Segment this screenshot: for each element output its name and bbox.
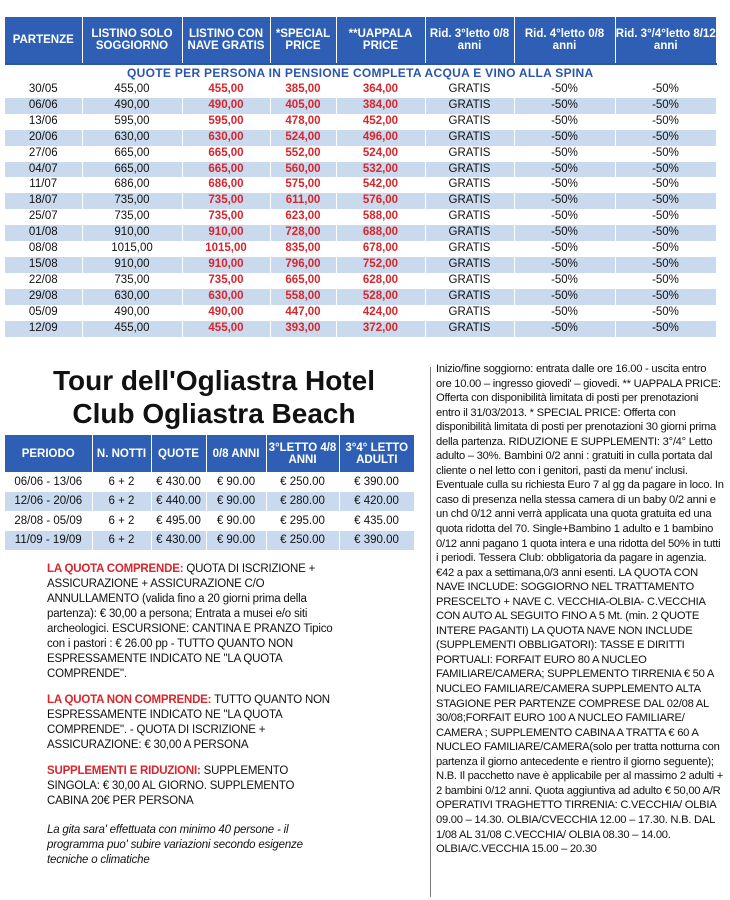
price-col-header: **UAPPALA PRICE [336, 17, 425, 64]
table-cell: € 430.00 [151, 531, 206, 551]
table-cell: 06/06 - 13/06 [5, 472, 92, 492]
table-cell: 13/06 [5, 114, 82, 130]
table-cell: -50% [615, 162, 716, 178]
table-cell: 496,00 [336, 130, 425, 146]
tour-col-header: 0/8 ANNI [206, 435, 266, 472]
tour-col-header: N. NOTTI [92, 435, 151, 472]
table-cell: € 390.00 [339, 531, 414, 551]
page-title [0, 364, 428, 430]
table-cell: 28/08 - 05/09 [5, 511, 92, 531]
table-cell: 455,00 [182, 82, 270, 98]
table-cell: -50% [514, 82, 615, 98]
table-cell: -50% [514, 177, 615, 193]
price-col-header: Rid. 4°letto 0/8 anni [514, 17, 615, 64]
table-cell: 452,00 [336, 114, 425, 130]
table-cell: -50% [514, 98, 615, 114]
table-cell: 05/09 [5, 305, 82, 321]
table-cell: 490,00 [82, 98, 182, 114]
table-cell: € 495.00 [151, 511, 206, 531]
table-cell: GRATIS [425, 209, 514, 225]
table-cell: GRATIS [425, 82, 514, 98]
table-cell: 665,00 [82, 162, 182, 178]
table-cell: -50% [514, 209, 615, 225]
quota-non-comprende: LA QUOTA NON COMPRENDE: TUTTO QUANTO NON ESPRESSAMENTE INDICATO NE "LA QUOTA COMPRENDE". - QUOTA DI ISCRIZIONE + ASSICURAZIONE: € 30,00 A PERSONA [47, 694, 330, 751]
table-cell: GRATIS [425, 130, 514, 146]
table-cell: 6 + 2 [92, 492, 151, 512]
table-cell: GRATIS [425, 98, 514, 114]
table-cell: 735,00 [82, 273, 182, 289]
table-cell: GRATIS [425, 146, 514, 162]
table-row [5, 492, 414, 512]
table-row [5, 257, 716, 273]
table-cell: 576,00 [336, 193, 425, 209]
table-cell: 18/07 [5, 193, 82, 209]
table-cell: 22/08 [5, 273, 82, 289]
tour-col-header: PERIODO [5, 435, 92, 472]
table-cell: 524,00 [270, 130, 336, 146]
table-cell: 6 + 2 [92, 531, 151, 551]
table-row [5, 225, 716, 241]
table-cell: 910,00 [82, 257, 182, 273]
price-col-header: Rid. 3°/4°letto 8/12 anni [615, 17, 716, 64]
table-cell: 678,00 [336, 241, 425, 257]
tour-col-header: 3°4° LETTO ADULTI [339, 435, 414, 472]
table-cell: GRATIS [425, 289, 514, 305]
table-cell: € 90.00 [206, 511, 266, 531]
table-cell: 528,00 [336, 289, 425, 305]
table-cell: 447,00 [270, 305, 336, 321]
table-cell: 630,00 [82, 130, 182, 146]
table-cell: GRATIS [425, 257, 514, 273]
table-cell: -50% [615, 289, 716, 305]
table-cell: 623,00 [270, 209, 336, 225]
table-cell: 478,00 [270, 114, 336, 130]
title-line-1: Tour dell'Ogliastra Hotel [53, 365, 375, 396]
table-cell: GRATIS [425, 162, 514, 178]
table-cell: 728,00 [270, 225, 336, 241]
table-cell: 1015,00 [82, 241, 182, 257]
hotel-conditions-text: Inizio/fine soggiorno: entrata dalle ore 16.00 - uscita entro ore 10.00 – ingresso giovedi' – giovedi. ** UAPPALA PRICE: Offerta con disponibilità limitata di posti per prenotazioni entro il 31/03/2013. * SPECIAL PRICE: Offerta con disponibilità limitata di posti per prenotazioni 30 giorni prima della partenza. RIDUZIONE E SUPPLEMENTI: 3°/4° Letto adulto – 30%. Bambini 0/2 anni : gratuiti in culla portata dal cliente o nel letto con i genitori, pasti da menu' inclusi. Eventuale culla su richiesta Euro 7 al gg da pagare in loco. In caso di presenza nella stessa camera di un baby 0/2 anni e un chd 0/12 anni verrà applicata una quota gratuita ed una quota ridotta del 70. Single+Bambino 1 adulto e 1 bambino 0/12 anni pagano 1 quota intera e una ridotta del 50% in tutti i periodi. Tessera Club: obbligatoria da pagare in agenzia. €42 a pax a settimana,0/3 anni esenti. LA QUOTA CON NAVE INCLUDE: SOGGIORNO NEL TRATTAMENTO PRESCELTO + NAVE C. VECCHIA-OLBIA- C.VECCHIA CON AUTO AL SEGUITO FINO A 5 Mt. (min. 2 QUOTE INTERE PAGANTI) LA QUOTA NAVE NON INCLUDE (SUPPLEMENTI OBBLIGATORI): TASSE E DIRITTI PORTUALI: FORFAIT EURO 80 A NUCLEO FAMILIARE/CAMERA; SUPPLEMENTO TIRRENIA € 50 A NUCLEO FAMILIARE/CAMERA SUPPLEMENTO ALTA STAGIONE PER PARTENZE COMPRESE DAL 02/08 AL 30/08;FORFAIT EURO 100 A NUCLEO FAMILIARE/ CAMERA ; SUPPLEMENTO CABINA A TRATTA € 60 A NUCLEO FAMILIARE/CAMERA(solo per tratta notturna con partenza il giorno antecedente e rientro il giorno seguente); N.B. Il pacchetto nave è applicabile per al massimo 2 adulti + 2 bambini 0/12 anni. Quota aggiuntiva ad adulto € 50,00 A/R OPERATIVI TRAGHETTO TIRRENIA: C.VECCHIA/ OLBIA 09.00 – 14.30. OLBIA/CVECCHIA 12.00 – 17.30. N.B. DAL 1/08 AL 31/08 C.VECCHIA/ OLBIA 08.30 – 14.00. OLBIA/C.VECCHIA 15.00 – 20.30 [436, 363, 724, 856]
table-cell: 575,00 [270, 177, 336, 193]
table-cell: 588,00 [336, 209, 425, 225]
table-cell: -50% [514, 193, 615, 209]
table-cell: GRATIS [425, 114, 514, 130]
table-cell: 1015,00 [182, 241, 270, 257]
table-cell: € 280.00 [266, 492, 339, 512]
table-cell: 552,00 [270, 146, 336, 162]
table-cell: 455,00 [182, 321, 270, 337]
table-cell: € 90.00 [206, 472, 266, 492]
table-row [5, 209, 716, 225]
table-cell: 424,00 [336, 305, 425, 321]
table-cell: -50% [615, 225, 716, 241]
table-cell: 11/07 [5, 177, 82, 193]
table-cell: GRATIS [425, 321, 514, 337]
hotel-conditions-panel [436, 359, 726, 900]
table-cell: -50% [615, 114, 716, 130]
price-col-header: Rid. 3°letto 0/8 anni [425, 17, 514, 64]
table-cell: 910,00 [182, 257, 270, 273]
table-cell: -50% [514, 162, 615, 178]
table-cell: GRATIS [425, 193, 514, 209]
table-cell: 910,00 [82, 225, 182, 241]
table-cell: 15/08 [5, 257, 82, 273]
table-row [5, 82, 716, 98]
table-row [5, 531, 414, 551]
title-line-2: Club Ogliastra Beach [72, 398, 356, 429]
table-cell: 490,00 [182, 305, 270, 321]
table-cell: 688,00 [336, 225, 425, 241]
price-col-header: LISTINO SOLO SOGGIORNO [82, 17, 182, 64]
table-row [5, 305, 716, 321]
table-cell: 08/08 [5, 241, 82, 257]
table-cell: 01/08 [5, 225, 82, 241]
tour-col-header: QUOTE [151, 435, 206, 472]
table-row [5, 472, 414, 492]
table-row [5, 511, 414, 531]
table-cell: -50% [514, 305, 615, 321]
table-cell: 595,00 [82, 114, 182, 130]
table-cell: -50% [615, 321, 716, 337]
column-divider [430, 367, 431, 897]
table-cell: 12/09 [5, 321, 82, 337]
table-cell: 910,00 [182, 225, 270, 241]
quota-comprende: LA QUOTA COMPRENDE: QUOTA DI ISCRIZIONE + ASSICURAZIONE + ASSICURAZIONE C/O ANNULLAMENTO (valida fino a 20 giorni prima della partenza): € 30,00 a persona; Entrata a musei e/o siti archeologici. ESCURSIONE: CANTINA E PRANZO Tipico con i pastori : € 26.00 pp - TUTTO QUANTO NON ESPRESSAMENTE INDICATO NE "LA QUOTA COMPRENDE". [47, 563, 333, 680]
table-cell: -50% [514, 321, 615, 337]
table-cell: 12/06 - 20/06 [5, 492, 92, 512]
table-row [5, 193, 716, 209]
table-cell: -50% [615, 257, 716, 273]
table-cell: -50% [615, 130, 716, 146]
price-col-header: PARTENZE [5, 17, 82, 64]
table-cell: 630,00 [182, 289, 270, 305]
table-cell: -50% [514, 146, 615, 162]
table-row [5, 114, 716, 130]
table-cell: -50% [514, 241, 615, 257]
table-cell: € 420.00 [339, 492, 414, 512]
table-cell: 735,00 [82, 209, 182, 225]
table-cell: -50% [615, 209, 716, 225]
table-cell: 6 + 2 [92, 472, 151, 492]
table-cell: -50% [514, 114, 615, 130]
table-cell: 735,00 [182, 209, 270, 225]
table-cell: 735,00 [82, 193, 182, 209]
tour-col-header: 3°LETTO 4/8 ANNI [266, 435, 339, 472]
table-cell: 665,00 [82, 146, 182, 162]
table-cell: € 90.00 [206, 531, 266, 551]
table-row [5, 321, 716, 337]
table-row [5, 289, 716, 305]
table-cell: -50% [514, 130, 615, 146]
table-cell: 665,00 [270, 273, 336, 289]
table-cell: -50% [615, 241, 716, 257]
table-cell: 405,00 [270, 98, 336, 114]
table-cell: 796,00 [270, 257, 336, 273]
table-cell: 686,00 [82, 177, 182, 193]
table-cell: 665,00 [182, 162, 270, 178]
table-cell: -50% [615, 146, 716, 162]
table-cell: 735,00 [182, 273, 270, 289]
table-cell: 524,00 [336, 146, 425, 162]
price-col-header: *SPECIAL PRICE [270, 17, 336, 64]
table-cell: 490,00 [182, 98, 270, 114]
table-cell: 686,00 [182, 177, 270, 193]
table-cell: € 295.00 [266, 511, 339, 531]
table-cell: 630,00 [182, 130, 270, 146]
table-cell: 04/07 [5, 162, 82, 178]
table-cell: GRATIS [425, 177, 514, 193]
table-row [5, 162, 716, 178]
table-cell: -50% [514, 289, 615, 305]
table-cell: 364,00 [336, 82, 425, 98]
tour-note: La gita sara' effettuata con minimo 40 persone - il programma puo' subire variazioni secondo esigenze tecniche o climatiche [47, 824, 303, 866]
table-cell: 385,00 [270, 82, 336, 98]
table-cell: € 435.00 [339, 511, 414, 531]
table-cell: GRATIS [425, 241, 514, 257]
table-cell: 752,00 [336, 257, 425, 273]
table-cell: 628,00 [336, 273, 425, 289]
table-cell: 611,00 [270, 193, 336, 209]
table-cell: -50% [615, 273, 716, 289]
price-table-caption: QUOTE PER PERSONA IN PENSIONE COMPLETA ACQUA E VINO ALLA SPINA [5, 64, 716, 82]
table-cell: € 250.00 [266, 472, 339, 492]
table-cell: 6 + 2 [92, 511, 151, 531]
table-cell: € 430.00 [151, 472, 206, 492]
table-cell: -50% [615, 305, 716, 321]
table-cell: 06/06 [5, 98, 82, 114]
table-cell: 560,00 [270, 162, 336, 178]
table-cell: 455,00 [82, 321, 182, 337]
table-row [5, 146, 716, 162]
table-cell: 455,00 [82, 82, 182, 98]
price-table [5, 17, 717, 337]
table-row [5, 177, 716, 193]
table-cell: -50% [514, 257, 615, 273]
table-cell: 542,00 [336, 177, 425, 193]
table-cell: € 390.00 [339, 472, 414, 492]
table-row [5, 273, 716, 289]
table-cell: -50% [615, 82, 716, 98]
table-cell: 393,00 [270, 321, 336, 337]
table-cell: GRATIS [425, 225, 514, 241]
table-cell: -50% [514, 225, 615, 241]
table-row [5, 98, 716, 114]
table-cell: 11/09 - 19/09 [5, 531, 92, 551]
table-cell: 20/06 [5, 130, 82, 146]
table-cell: GRATIS [425, 273, 514, 289]
table-cell: 490,00 [82, 305, 182, 321]
table-cell: € 250.00 [266, 531, 339, 551]
table-cell: -50% [615, 193, 716, 209]
tour-conditions [47, 562, 337, 879]
table-cell: 735,00 [182, 193, 270, 209]
table-cell: 595,00 [182, 114, 270, 130]
table-cell: GRATIS [425, 305, 514, 321]
table-cell: 835,00 [270, 241, 336, 257]
table-cell: 27/06 [5, 146, 82, 162]
table-cell: 532,00 [336, 162, 425, 178]
table-cell: -50% [615, 177, 716, 193]
table-cell: -50% [514, 273, 615, 289]
table-cell: 29/08 [5, 289, 82, 305]
table-cell: € 90.00 [206, 492, 266, 512]
table-cell: 30/05 [5, 82, 82, 98]
table-row [5, 241, 716, 257]
tour-table [5, 435, 415, 550]
table-row [5, 130, 716, 146]
table-cell: 372,00 [336, 321, 425, 337]
supplementi-riduzioni: SUPPLEMENTI E RIDUZIONI: SUPPLEMENTO SINGOLA: € 30,00 AL GIORNO. SUPPLEMENTO CABINA 20€ PER PERSONA [47, 765, 295, 807]
table-cell: 384,00 [336, 98, 425, 114]
table-cell: 630,00 [82, 289, 182, 305]
table-cell: 25/07 [5, 209, 82, 225]
table-cell: € 440.00 [151, 492, 206, 512]
table-cell: 558,00 [270, 289, 336, 305]
table-cell: 665,00 [182, 146, 270, 162]
table-cell: -50% [615, 98, 716, 114]
price-col-header: LISTINO CON NAVE GRATIS [182, 17, 270, 64]
